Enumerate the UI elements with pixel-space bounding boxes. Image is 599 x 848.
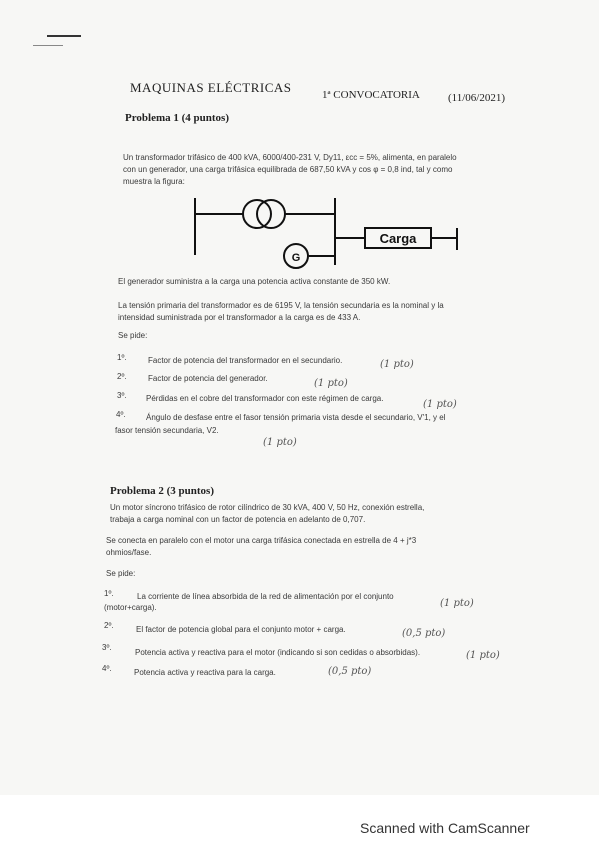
p1-item1-text: Factor de potencia del transformador en el secundario. (148, 356, 343, 365)
problem1-title: Problema 1 (4 puntos) (125, 112, 229, 124)
problem2-ask: Se pide: (106, 569, 136, 578)
problem1-intro-line3: muestra la figura: (123, 177, 185, 186)
p1-item2-num: 2º. (117, 372, 127, 381)
problem2-statement-line1: Se conecta en paralelo con el motor una carga trifásica conectada en estrella de 4 + j*3 (106, 536, 417, 545)
p1-item3-text: Pérdidas en el cobre del transformador con este régimen de carga. (146, 394, 384, 403)
load-label: Carga (379, 231, 417, 246)
p1-item1-points: (1 pto) (380, 359, 414, 370)
p1-item4-text2: fasor tensión secundaria, V2. (115, 426, 219, 435)
p2-item2-num: 2º. (104, 621, 114, 630)
problem1-ask: Se pide: (118, 331, 148, 340)
problem1-statement1: El generador suministra a la carga una potencia activa constante de 350 kW. (118, 277, 391, 286)
p1-item2-text: Factor de potencia del generador. (148, 374, 268, 383)
p2-item1-text: La corriente de línea absorbida de la red de alimentación por el conjunto (137, 592, 394, 601)
exam-date: (11/06/2021) (448, 92, 506, 104)
p2-item1-num: 1º. (104, 589, 114, 598)
p1-item1-num: 1º. (117, 353, 127, 362)
p2-item2-points: (0,5 pto) (402, 628, 446, 639)
p2-item4-points: (0,5 pto) (328, 666, 372, 677)
problem2-intro-line1: Un motor síncrono trifásico de rotor cilíndrico de 30 kVA, 400 V, 50 Hz, conexión estrella, (110, 503, 425, 512)
p2-item3-points: (1 pto) (466, 650, 500, 661)
scanner-watermark: Scanned with CamScanner (360, 820, 530, 836)
problem1-intro-line2: con un generador, una carga trifásica equilibrada de 687,50 kVA y cos φ = 0,8 ind, tal y como (123, 165, 453, 174)
problem2-title: Problema 2 (3 puntos) (110, 485, 214, 497)
problem1-intro-line1: Un transformador trifásico de 400 kVA, 6000/400-231 V, Dy11, εcc = 5%, alimenta, en paralelo (123, 153, 457, 162)
call-label: 1ª CONVOCATORIA (322, 89, 420, 101)
generator-label: G (291, 252, 301, 264)
p1-item3-points: (1 pto) (423, 399, 457, 410)
p2-item2-text: El factor de potencia global para el conjunto motor + carga. (136, 625, 346, 634)
p1-item4-num: 4º. (116, 410, 126, 419)
problem1-statement2-line2: intensidad suministrada por el transformador a la carga es de 433 A. (118, 313, 361, 322)
p2-item4-text: Potencia activa y reactiva para la carga. (134, 668, 276, 677)
p2-item1-points: (1 pto) (440, 598, 474, 609)
p1-item4-text: Ángulo de desfase entre el fasor tensión primaria vista desde el secundario, V'1, y el (146, 413, 446, 422)
problem1-statement2-line1: La tensión primaria del transformador es de 6195 V, la tensión secundaria es la nominal y la (118, 301, 444, 310)
problem2-statement-line2: ohmios/fase. (106, 548, 152, 557)
circuit-diagram (185, 190, 475, 275)
scan-mark (33, 45, 63, 46)
scan-mark (47, 35, 81, 37)
p2-item4-num: 4º. (102, 664, 112, 673)
p2-item1-text2: (motor+carga). (104, 603, 157, 612)
p2-item3-num: 3º. (102, 643, 112, 652)
course-title: MAQUINAS ELÉCTRICAS (130, 80, 292, 95)
p1-item3-num: 3º. (117, 391, 127, 400)
transformer-symbol (243, 200, 285, 228)
problem2-intro-line2: trabaja a carga nominal con un factor de potencia en adelanto de 0,707. (110, 515, 366, 524)
p2-item3-text: Potencia activa y reactiva para el motor (indicando si son cedidas o absorbidas). (135, 648, 421, 657)
p1-item4-points: (1 pto) (263, 437, 297, 448)
p1-item2-points: (1 pto) (314, 378, 348, 389)
